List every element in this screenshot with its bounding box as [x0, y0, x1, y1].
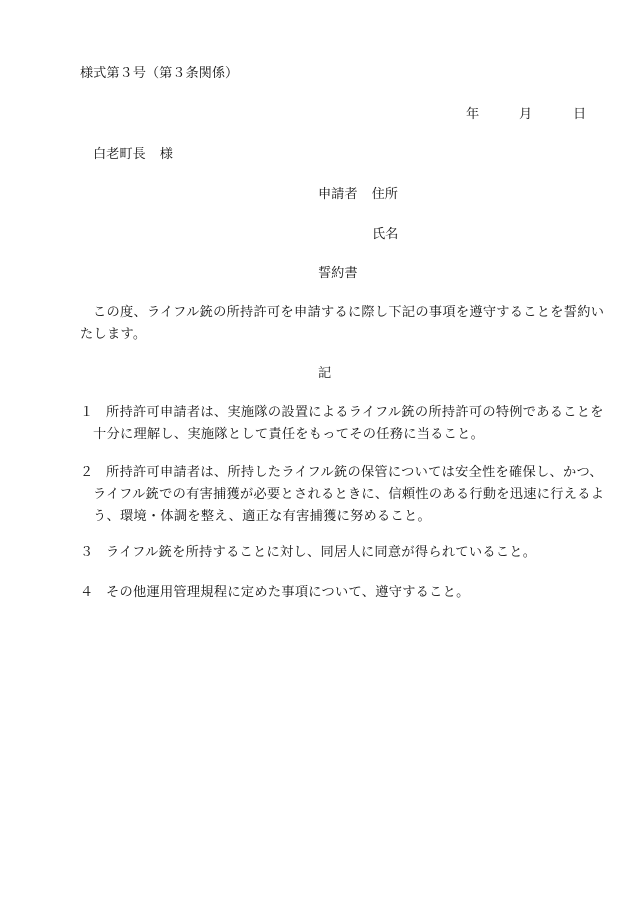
item-number: ２ — [80, 465, 94, 480]
applicant-label: 申請者 — [318, 187, 358, 202]
date-row — [0, 103, 630, 126]
item-text: その他運用管理規程に定めた事項について、遵守すること。 — [106, 585, 470, 600]
item-text: 所持許可申請者は、所持したライフル銃の保管については安全性を確保し、かつ、ライフル銃での有害捕獲が必要とされるときに、信頼性のある行動を迅速に行えるよう、環境・体調を整え、適正な有害捕獲に努めること。 — [93, 465, 605, 524]
item-number: １ — [80, 405, 94, 420]
date-day-label: 日 — [573, 107, 587, 122]
date-year-label: 年 — [466, 107, 480, 122]
intro-paragraph: この度、ライフル銃の所持許可を申請するに際し下記の事項を遵守することを誓約いたします。 — [80, 305, 605, 342]
list-item — [80, 582, 610, 604]
list-item — [80, 462, 610, 528]
applicant-name-label: 氏名 — [372, 227, 399, 242]
item-text: 所持許可申請者は、実施隊の設置によるライフル銃の所持許可の特例であることを十分に理解し、実施隊として責任をもってその任務に当ること。 — [93, 405, 604, 442]
item-number: ４ — [80, 585, 94, 600]
item-number: ３ — [80, 545, 94, 560]
applicant-address-label: 住所 — [371, 187, 398, 202]
ki-heading: 記 — [318, 366, 332, 381]
addressee-honorific: 様 — [159, 147, 173, 162]
list-item — [80, 402, 610, 446]
addressee-name: 白老町長 — [93, 147, 146, 162]
document-title: 誓約書 — [318, 266, 358, 281]
item-text: ライフル銃を所持することに対し、同居人に同意が得られていること。 — [106, 545, 537, 560]
addressee — [93, 143, 173, 166]
form-number: 様式第３号（第３条関係） — [80, 66, 239, 81]
date-month-label: 月 — [519, 107, 533, 122]
list-item — [80, 542, 610, 564]
applicant-address-row — [318, 183, 398, 206]
